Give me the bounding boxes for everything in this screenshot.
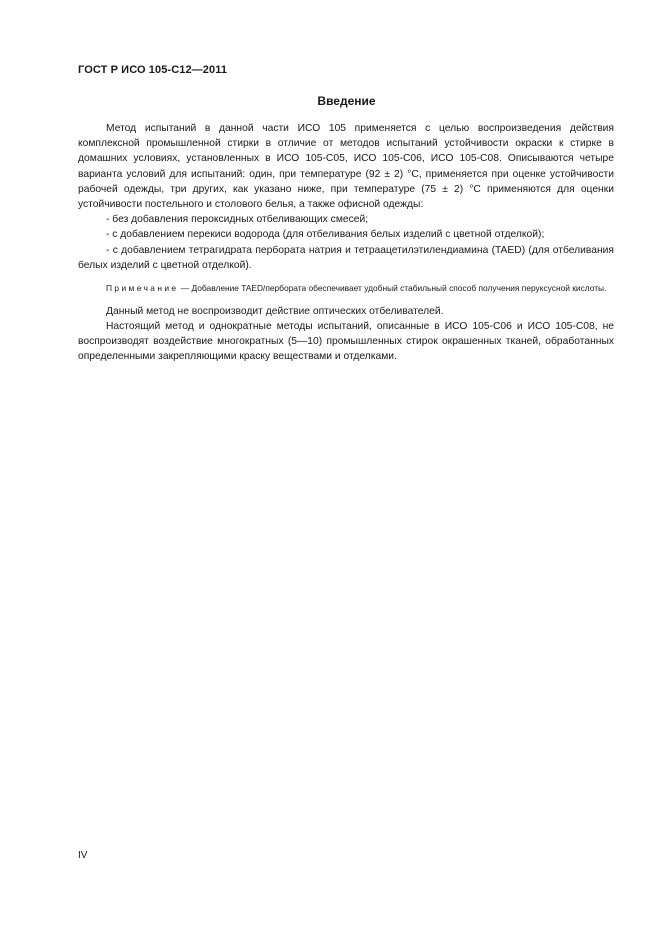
list-item: - с добавлением перекиси водорода (для отбеливания белых изделий с цветной отделкой); [106,229,545,241]
section-title: Введение [317,94,376,108]
page-number: IV [78,850,88,861]
optical-brighteners-paragraph: Данный метод не воспроизводит действие оптических отбеливателей. [106,305,444,317]
intro-paragraph: Метод испытаний в данной части ИСО 105 применяется с целью воспроизведения действия комплексной промышленной стирки в отличие от методов испытаний устойчивости окраски к стирке в домашних условиях, установленных в ИСО 105-С05, ИСО 105-С06, ИСО 105-С08. Описываются четыре варианта условий для испытаний: один, при температуре (92 ± 2) °С, применяется при оценке устойчивости рабочей одежды, три других, как указано ниже, при температуре (75 ± 2) °С применяются для оценки устойчивости постельного и столового белья, а также офисной одежды: [78,123,614,211]
standard-header: ГОСТ Р ИСО 105-С12—2011 [78,64,228,76]
note-text: — Добавление TAED/пербората обеспечивает удобный стабильный способ получения перуксусной кислоты. [178,283,607,294]
note-label: Примечание [106,283,179,294]
note-paragraph [78,282,614,295]
list-item: - с добавлением тетрагидрата пербората натрия и тетраацетилэтилендиамина (TAED) (для отбеливания белых изделий с цветной отделкой). [78,244,614,271]
limitations-paragraph: Настоящий метод и однократные методы испытаний, описанные в ИСО 105-С06 и ИСО 105-С08, не воспроизводят воздействие многократных (5—10) промышленных стирок окрашенных тканей, обработанных определенными закрепляющими краску веществами и отделками. [78,320,614,363]
document-body [78,121,614,364]
list-item: - без добавления пероксидных отбеливающих смесей; [106,214,369,226]
